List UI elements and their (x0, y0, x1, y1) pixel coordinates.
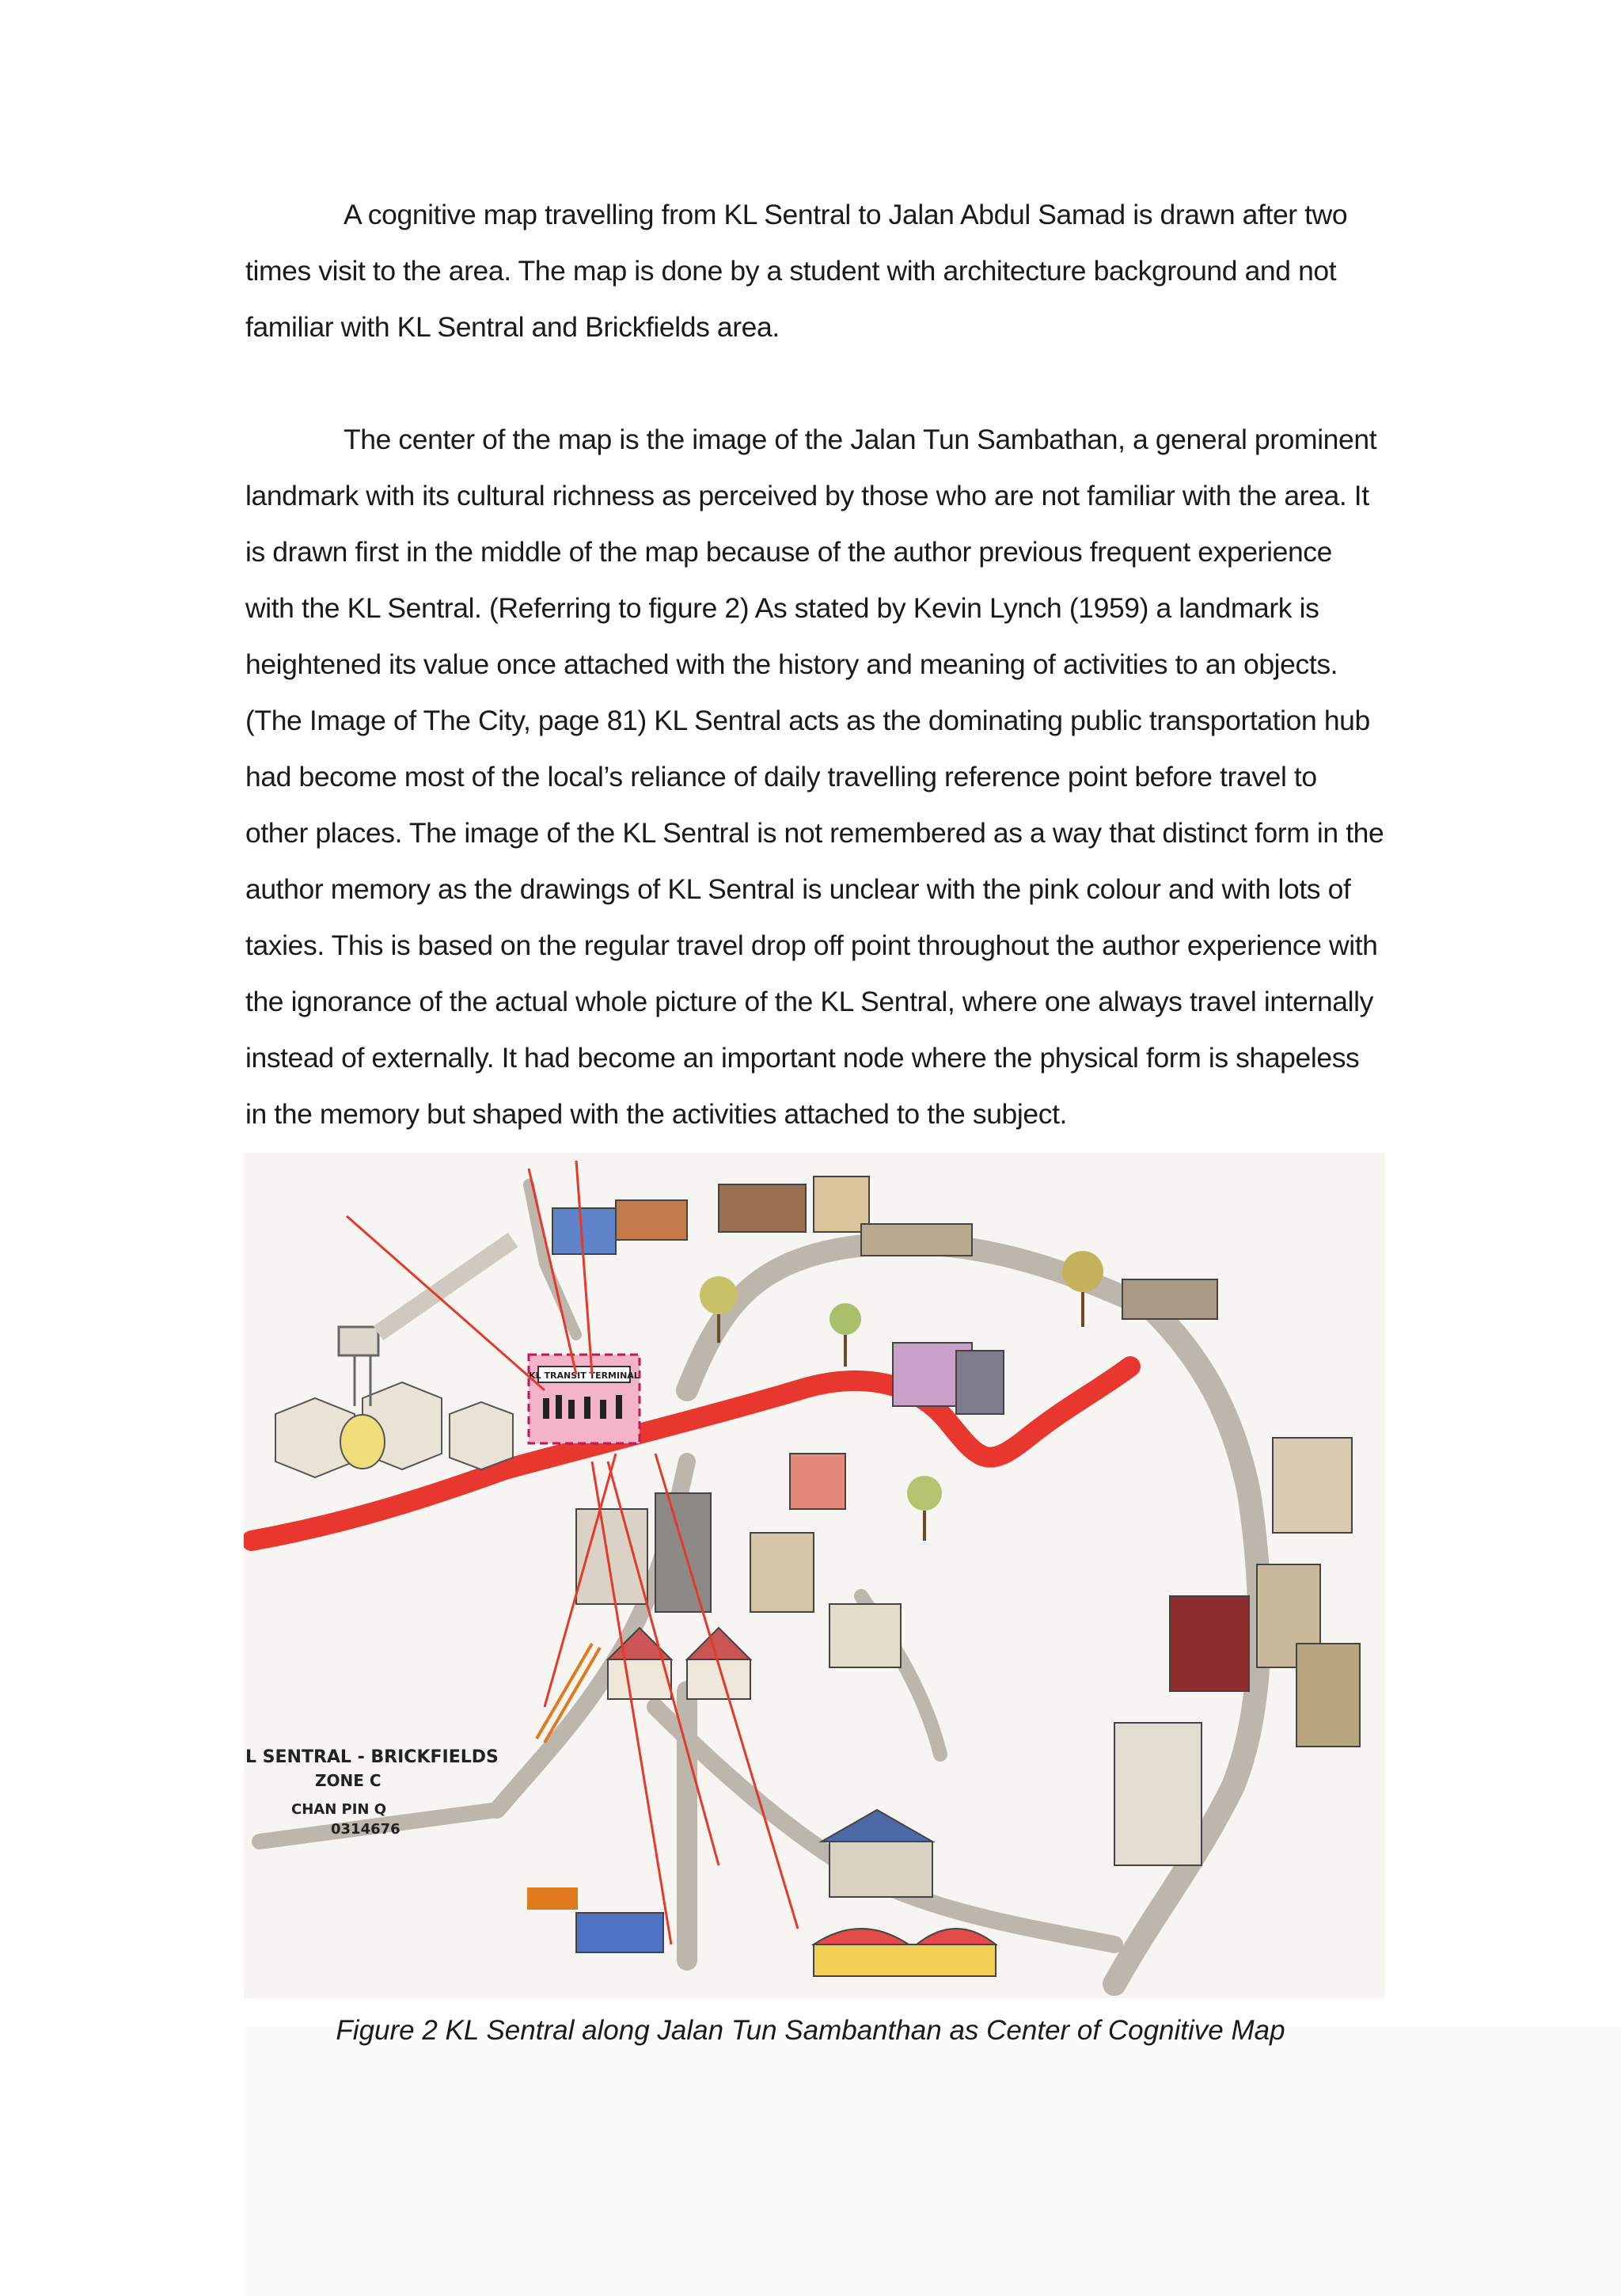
paragraph-intro (245, 187, 1385, 355)
kl-sentral-building (529, 1355, 640, 1443)
sketch-title-line1: L SENTRAL - BRICKFIELDS (245, 1747, 499, 1767)
kl-sentral-label: KL TRANSIT TERMINAL (529, 1370, 640, 1381)
cognitive-map-sketch (244, 1153, 1385, 1998)
paragraph-analysis-text: The center of the map is the image of the Jalan Tun Sambathan, a general prominent landmark with its cultural richness as perceived by those who are not familiar with the area. It is drawn first in the middle of the map because of the author previous frequent experience with the KL Sentral. (Referring to figure 2) As stated by Kevin Lynch (1959) a landmark is heightened its value once attached with the history and meaning of activities to an objects. (The Image of The City, page 81) KL Sentral acts as the dominating public transportation hub had become most of the local’s reliance of daily travelling reference point before travel to other places. The image of the KL Sentral is not remembered as a way that distinct form in the author memory as the drawings of KL Sentral is unclear with the pink colour and with lots of taxies. This is based on the regular travel drop off point throughout the author experience with the ignorance of the actual whole picture of the KL Sentral, where one always travel internally instead of externally. It had become an important node where the physical form is shapeless in the memory but shaped with the activities attached to the subject. (245, 424, 1384, 1130)
sketch-title-line2: ZONE C (315, 1771, 382, 1790)
cognitive-map-figure (244, 1153, 1385, 1998)
page-bottom-shade (244, 2027, 1621, 2296)
crane-sketch (529, 1644, 600, 1908)
paragraph-analysis (245, 412, 1385, 1142)
sketch-author-name: CHAN PIN Q (291, 1801, 387, 1818)
paragraph-intro-text: A cognitive map travelling from KL Sentral to Jalan Abdul Samad is drawn after two times visit to the area. The map is done by a student with architecture background and not familiar with KL Sentral and Brickfields area. (245, 199, 1348, 343)
figure-caption: Figure 2 KL Sentral along Jalan Tun Sambanthan as Center of Cognitive Map (336, 2015, 1285, 2046)
hex-buildings-sketch (275, 1382, 513, 1477)
sketch-title-block (245, 1747, 499, 1838)
sketch-author-id: 0314676 (331, 1821, 401, 1838)
monorail-tower-sketch (339, 1240, 513, 1406)
